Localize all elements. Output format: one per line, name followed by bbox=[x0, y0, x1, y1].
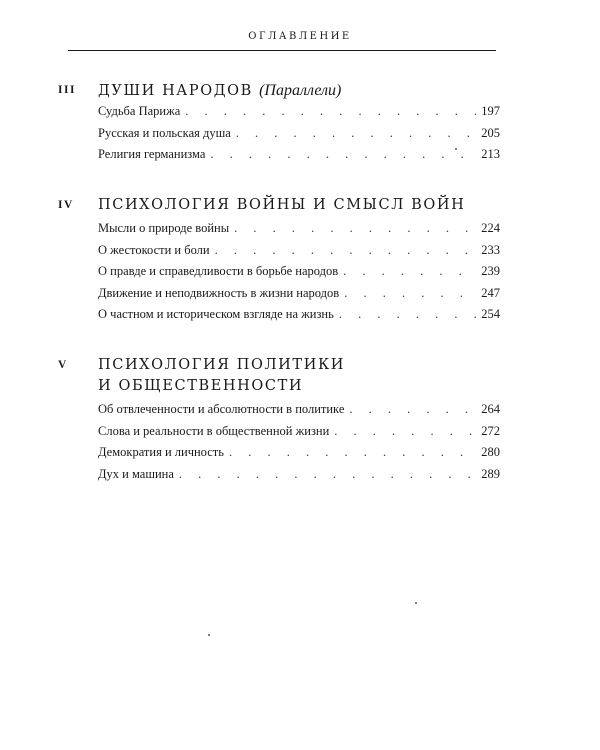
entry-list bbox=[98, 104, 500, 169]
entry-title: О частном и историческом взгляде на жизнь bbox=[98, 307, 334, 322]
entry-page-number: 239 bbox=[481, 264, 500, 279]
entry-page-number: 289 bbox=[481, 466, 500, 481]
entry-title: Демократия и личность bbox=[98, 445, 224, 460]
part-title-text: ПСИХОЛОГИЯ ВОЙНЫ И СМЫСЛ ВОЙН bbox=[98, 197, 466, 213]
entry-title: Русская и польская душа bbox=[98, 125, 231, 140]
toc-entry[interactable] bbox=[98, 264, 500, 286]
toc-entry[interactable] bbox=[98, 147, 500, 169]
toc-entry[interactable] bbox=[98, 402, 500, 424]
dot-leader bbox=[179, 467, 476, 482]
entry-list bbox=[98, 402, 500, 488]
entry-title: Слова и реальности в общественной жизни bbox=[98, 423, 330, 438]
entry-title: Религия германизма bbox=[98, 147, 206, 162]
toc-entry[interactable] bbox=[98, 126, 500, 148]
dot-leader bbox=[339, 307, 476, 322]
entry-page-number: 233 bbox=[481, 242, 500, 257]
entry-page-number: 272 bbox=[481, 423, 500, 438]
scan-speck bbox=[455, 148, 457, 150]
dot-leader bbox=[229, 445, 476, 460]
dot-leader bbox=[334, 424, 476, 439]
dot-leader bbox=[344, 286, 476, 301]
part-title bbox=[98, 80, 341, 102]
toc-entry[interactable] bbox=[98, 221, 500, 243]
part-title-text: ДУШИ НАРОДОВ bbox=[98, 83, 253, 99]
entry-page-number: 205 bbox=[481, 125, 500, 140]
part-title bbox=[98, 195, 465, 216]
entry-title: Движение и неподвижность в жизни народов bbox=[98, 285, 340, 300]
dot-leader bbox=[215, 243, 476, 258]
part-subtitle: (Параллели) bbox=[259, 82, 342, 99]
entry-title: О жестокости и боли bbox=[98, 242, 210, 257]
entry-title: Об отвлеченности и абсолютности в политике bbox=[98, 402, 345, 416]
toc-entry[interactable] bbox=[98, 104, 500, 126]
toc-entry[interactable] bbox=[98, 445, 500, 467]
part-numeral: IV bbox=[58, 199, 74, 211]
part-numeral: III bbox=[58, 84, 76, 96]
part-title bbox=[98, 355, 345, 397]
entry-list bbox=[98, 221, 500, 329]
part-title-line: ПСИХОЛОГИЯ ПОЛИТИКИ bbox=[98, 357, 346, 373]
entry-title: О правде и справедливости в борьбе народов bbox=[98, 264, 339, 279]
entry-page-number: 280 bbox=[481, 445, 500, 460]
entry-title: Мысли о природе войны bbox=[98, 221, 230, 235]
dot-leader bbox=[210, 147, 476, 162]
entry-page-number: 213 bbox=[481, 147, 500, 162]
entry-page-number: 264 bbox=[481, 402, 500, 416]
scan-speck bbox=[415, 602, 417, 604]
entry-title: Судьба Парижа bbox=[98, 104, 181, 118]
entry-page-number: 254 bbox=[481, 307, 500, 322]
entry-title: Дух и машина bbox=[98, 466, 174, 481]
dot-leader bbox=[234, 221, 476, 236]
toc-entry[interactable] bbox=[98, 424, 500, 446]
entry-page-number: 247 bbox=[481, 285, 500, 300]
toc-entry[interactable] bbox=[98, 286, 500, 308]
part-title-line: И ОБЩЕСТВЕННОСТИ bbox=[98, 378, 304, 394]
toc-entry[interactable] bbox=[98, 307, 500, 329]
dot-leader bbox=[349, 402, 476, 417]
entry-page-number: 197 bbox=[481, 104, 500, 118]
toc-entry[interactable] bbox=[98, 467, 500, 489]
dot-leader bbox=[236, 126, 476, 141]
toc-entry[interactable] bbox=[98, 243, 500, 265]
entry-page-number: 224 bbox=[481, 221, 500, 235]
running-header: ОГЛАВЛЕНИЕ bbox=[248, 31, 352, 42]
scan-speck bbox=[208, 634, 210, 636]
part-numeral: V bbox=[58, 359, 68, 371]
dot-leader bbox=[185, 104, 476, 119]
dot-leader bbox=[343, 264, 476, 279]
header-rule bbox=[68, 50, 496, 51]
